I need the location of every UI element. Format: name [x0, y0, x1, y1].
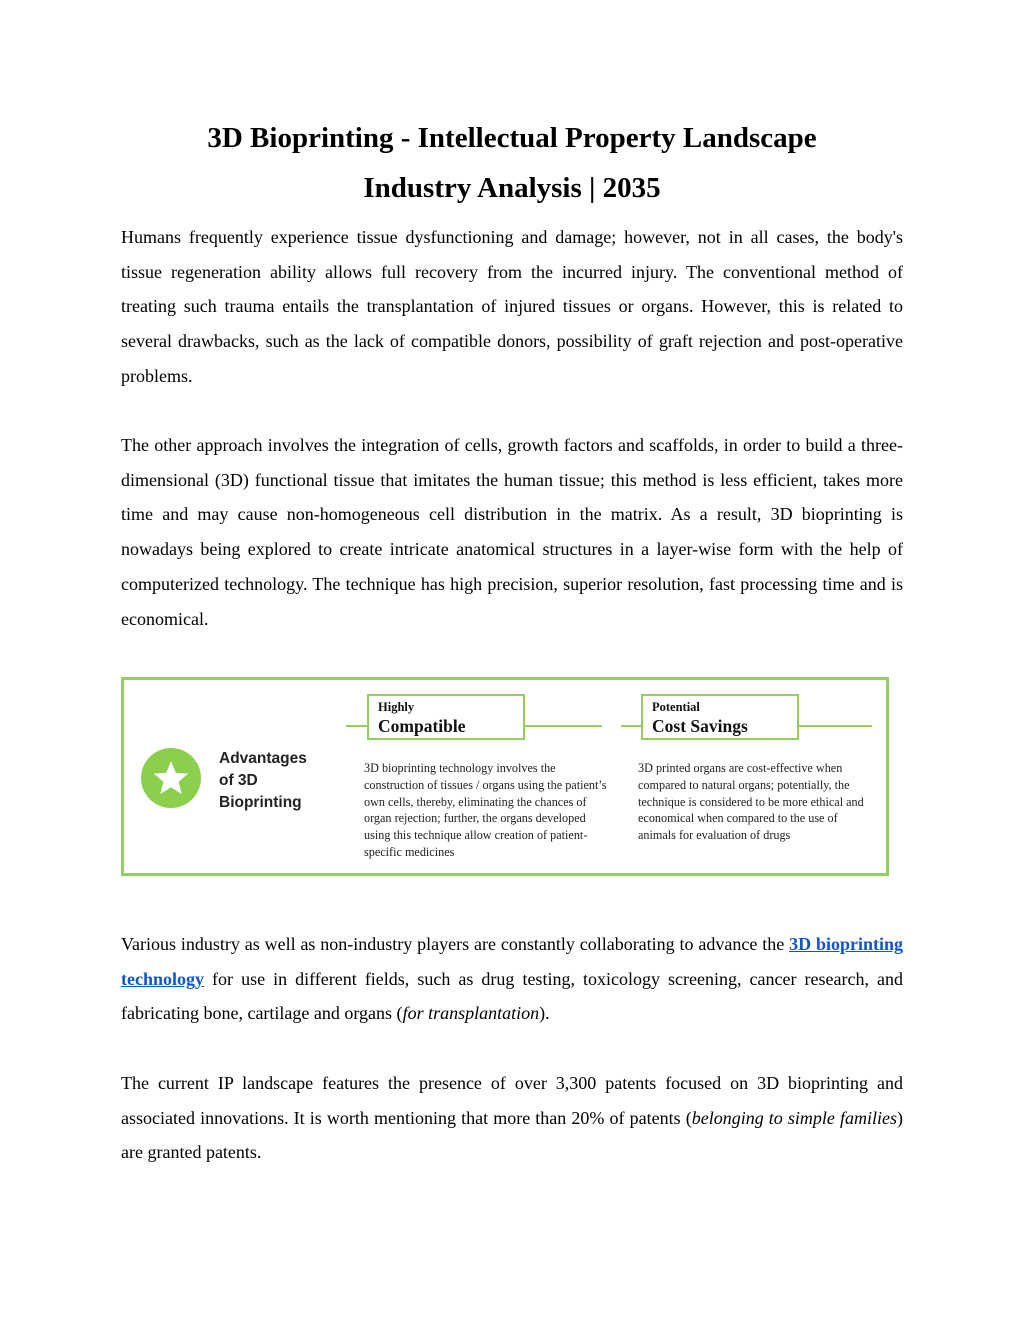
- connector-line: [799, 725, 872, 727]
- paragraph-ip-landscape: The current IP landscape features the presence of over 3,300 patents focused on 3D bioprinting and associated innovations. It is worth mentioning that more than 20% of patents (belonging to simple families) are granted patents.: [121, 1073, 904, 1163]
- page-subtitle: Industry Analysis | 2035: [363, 172, 661, 204]
- star-icon: [141, 748, 201, 808]
- paragraph-collaboration: Various industry as well as non-industry players are constantly collaborating to advance the 3D bioprinting technology for use in different fields, such as drug testing, toxicology screening, cancer research, and fabricating bone, cartilage and organs (for transplantation).: [121, 934, 903, 1024]
- label-small: Highly: [378, 700, 415, 714]
- label-small: Potential: [652, 700, 700, 714]
- page-title: 3D Bioprinting - Intellectual Property Landscape: [207, 122, 817, 154]
- cost-savings-description: 3D printed organs are cost-effective when compared to natural organs; potentially, the technique is considered to be more ethical and economical when compared to the use of animals for evaluation of drugs: [638, 761, 864, 843]
- cost-savings-label-box: [641, 694, 799, 740]
- connector-line: [346, 725, 367, 727]
- label-big: Cost Savings: [652, 716, 748, 736]
- label-big: Compatible: [378, 716, 466, 736]
- paragraph-approach: The other approach involves the integration of cells, growth factors and scaffolds, in order to build a three-dimensional (3D) functional tissue that imitates the human tissue; this method is less efficient, takes more time and may cause non-homogeneous cell distribution in the matrix. As a result, 3D bioprinting is nowadays being explored to create intricate anatomical structures in a layer-wise form with the help of computerized technology. The technique has high precision, superior resolution, fast processing time and is economical.: [121, 435, 903, 629]
- connector-line: [621, 725, 641, 727]
- compatible-label-box: [367, 694, 525, 740]
- compatible-description: 3D bioprinting technology involves the construction of tissues / organs using the patient’s own cells, thereby, eliminating the chances of organ rejection; further, the organs developed using this technique allow creation of patient-specific medicines: [364, 761, 607, 859]
- paragraph-intro: Humans frequently experience tissue dysfunctioning and damage; however, not in all cases, the body's tissue regeneration ability allows full recovery from the incurred injury. The conventional method of treating such trauma entails the transplantation of injured tissues or organs. However, this is related to several drawbacks, such as the lack of compatible donors, possibility of graft rejection and post-operative problems.: [121, 227, 903, 386]
- connector-line: [525, 725, 602, 727]
- advantages-heading: Advantages of 3D Bioprinting: [219, 750, 307, 811]
- bioprinting-technology-link[interactable]: 3D bioprinting technology: [121, 934, 903, 989]
- advantages-infographic: [121, 677, 889, 876]
